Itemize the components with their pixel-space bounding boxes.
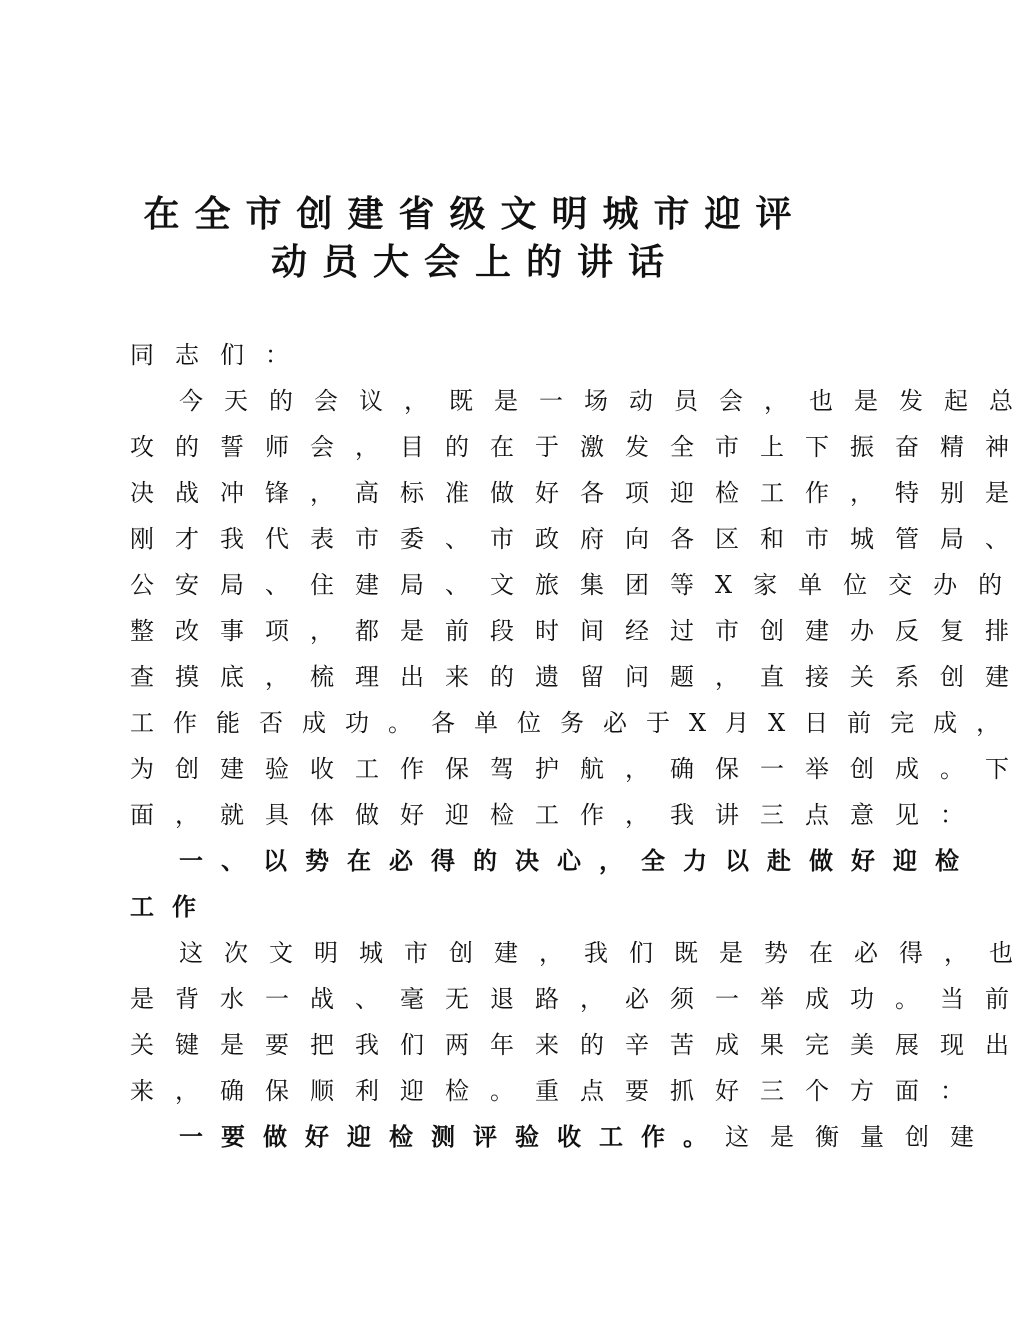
paragraph-line: 这次文明城市创建，我们既是势在必得，也 bbox=[179, 939, 1034, 967]
document-title-line-2: 动员大会上的讲话 bbox=[270, 241, 679, 283]
paragraph-continuation-text: 这是衡量创建 bbox=[725, 1123, 995, 1151]
paragraph-line: 关键是要把我们两年来的辛苦成果完美展现出 bbox=[130, 1031, 1030, 1059]
section-heading-line-2: 工作 bbox=[130, 893, 214, 921]
paragraph-line: 整改事项，都是前段时间经过市创建办反复排 bbox=[130, 617, 1030, 645]
paragraph-line: 为创建验收工作保驾护航，确保一举创成。下 bbox=[130, 755, 1030, 783]
greeting: 同志们： bbox=[130, 341, 310, 369]
paragraph-line: 是背水一战、毫无退路，必须一举成功。当前 bbox=[130, 985, 1030, 1013]
paragraph-line: 来，确保顺利迎检。重点要抓好三个方面： bbox=[130, 1077, 985, 1105]
section-heading-line-1: 一、以势在必得的决心，全力以赴做好迎检 bbox=[179, 847, 977, 875]
paragraph-line: 决战冲锋，高标准做好各项迎检工作，特别是 bbox=[130, 479, 1030, 507]
document-title-line-1: 在全市创建省级文明城市迎评 bbox=[143, 193, 807, 235]
paragraph-line: 刚才我代表市委、市政府向各区和市城管局、 bbox=[130, 525, 1030, 553]
bold-lead-text: 一要做好迎检测评验收工作。 bbox=[179, 1123, 725, 1151]
paragraph-line: 攻的誓师会，目的在于激发全市上下振奋精神 bbox=[130, 433, 1030, 461]
paragraph-line: 面，就具体做好迎检工作，我讲三点意见： bbox=[130, 801, 985, 829]
paragraph-line: 工作能否成功。各单位务必于X月X日前完成， bbox=[130, 709, 1020, 737]
paragraph-line: 查摸底，梳理出来的遗留问题，直接关系创建 bbox=[130, 663, 1030, 691]
paragraph-line-with-bold-lead bbox=[179, 1122, 995, 1152]
paragraph-line: 公安局、住建局、文旅集团等X家单位交办的 bbox=[130, 571, 1024, 599]
paragraph-line: 今天的会议，既是一场动员会，也是发起总 bbox=[179, 387, 1034, 415]
